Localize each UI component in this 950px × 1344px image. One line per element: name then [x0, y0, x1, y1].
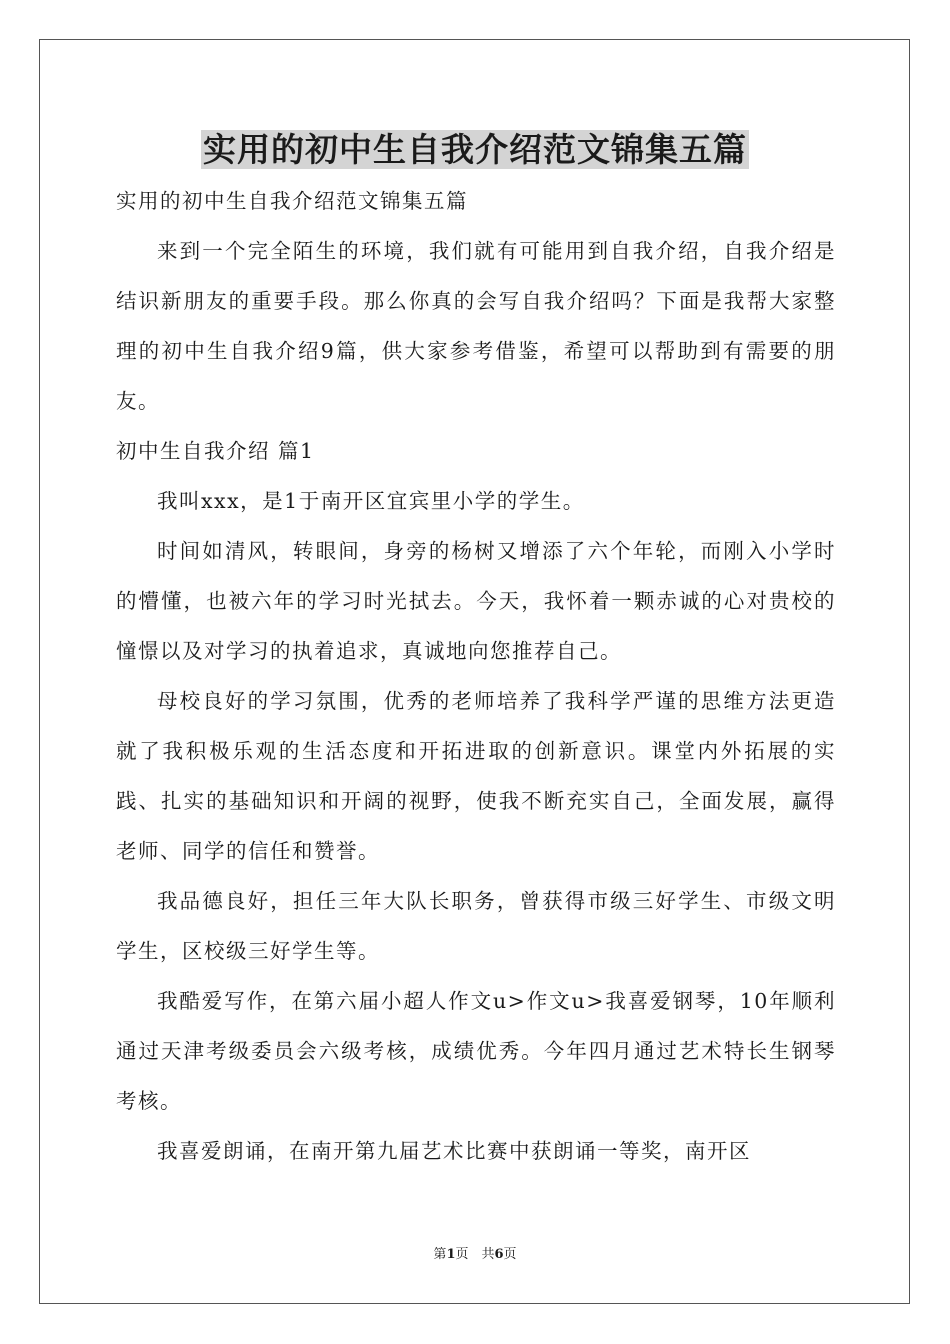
footer-mid: 页 共 [455, 1247, 495, 1262]
document-body [116, 176, 836, 1176]
body-paragraph: 时间如清风，转眼间，身旁的杨树又增添了六个年轮，而刚入小学时的懵懂，也被六年的学习时光拭去。今天，我怀着一颗赤诚的心对贵校的憧憬以及对学习的执着追求，真诚地向您推荐自己。 [116, 539, 836, 663]
footer-total-pages: 6 [494, 1247, 504, 1262]
body-paragraph: 我品德良好，担任三年大队长职务，曾获得市级三好学生、市级文明学生，区校级三好学生等。 [116, 889, 836, 963]
document-title [0, 128, 950, 172]
body-paragraph: 我叫xxx，是1于南开区宜宾里小学的学生。 [157, 489, 585, 513]
page-footer [0, 1245, 950, 1265]
footer-current-page: 1 [446, 1247, 456, 1262]
footer-prefix: 第 [433, 1247, 447, 1262]
body-paragraph: 我喜爱朗诵，在南开第九届艺术比赛中获朗诵一等奖，南开区 [157, 1139, 751, 1163]
section-heading: 初中生自我介绍 篇1 [116, 439, 315, 463]
body-paragraph: 我酷爱写作，在第六届小超人作文u>作文u>我喜爱钢琴，10年顺利通过天津考级委员会六级考核，成绩优秀。今年四月通过艺术特长生钢琴考核。 [116, 989, 836, 1113]
body-paragraph: 母校良好的学习氛围，优秀的老师培养了我科学严谨的思维方法更造就了我积极乐观的生活态度和开拓进取的创新意识。课堂内外拓展的实践、扎实的基础知识和开阔的视野，使我不断充实自己，全面发展，赢得老师、同学的信任和赞誉。 [116, 689, 836, 863]
intro-paragraph: 来到一个完全陌生的环境，我们就有可能用到自我介绍，自我介绍是结识新朋友的重要手段。那么你真的会写自我介绍吗？下面是我帮大家整理的初中生自我介绍9篇，供大家参考借鉴，希望可以帮助到有需要的朋友。 [116, 239, 836, 413]
document-subtitle: 实用的初中生自我介绍范文锦集五篇 [116, 189, 468, 213]
footer-suffix: 页 [503, 1247, 517, 1262]
document-title-text: 实用的初中生自我介绍范文锦集五篇 [203, 130, 747, 169]
